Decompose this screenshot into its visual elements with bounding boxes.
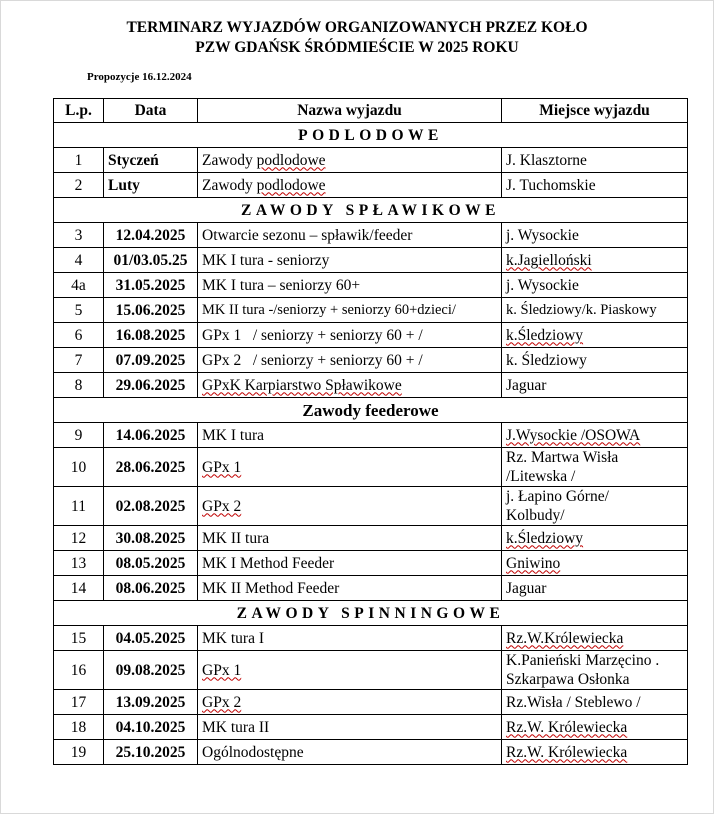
cell-date: 14.06.2025 [104, 423, 198, 448]
cell-date: 04.05.2025 [104, 626, 198, 651]
cell-date: 04.10.2025 [104, 715, 198, 740]
cell-date: Styczeń [104, 148, 198, 173]
cell-date: 16.08.2025 [104, 323, 198, 348]
section-title-ice: PODLODOWE [54, 123, 688, 148]
table-row [54, 526, 688, 551]
cell-place-line: /Litewska / [506, 468, 576, 485]
cell-date: 08.05.2025 [104, 551, 198, 576]
table-row [54, 690, 688, 715]
cell-place: j. Wysockie [502, 223, 688, 248]
cell-name: MK I tura [198, 423, 502, 448]
cell-name-text: GPx 2 [202, 693, 242, 711]
table-row [54, 423, 688, 448]
cell-name: MK II tura -/seniorzy + seniorzy 60+dzieci/ [198, 298, 502, 323]
table-row [54, 348, 688, 373]
cell-lp: 18 [54, 715, 104, 740]
proposal-date: Propozycje 16.12.2024 [87, 71, 192, 83]
header-lp: L.p. [54, 99, 104, 123]
table-header-row [54, 99, 688, 123]
table-row [54, 487, 688, 526]
cell-date: 13.09.2025 [104, 690, 198, 715]
cell-place-line: Szkarpawa Osłonka [506, 671, 630, 688]
cell-place: j. Wysockie [502, 273, 688, 298]
cell-place-line: Rz. Martwa Wisła [506, 449, 619, 466]
cell-place-text: k.Śledziowy [506, 529, 584, 547]
cell-lp: 19 [54, 740, 104, 765]
cell-place-text: k.Śledziowy [506, 326, 584, 344]
table-row [54, 323, 688, 348]
cell-place [502, 526, 688, 551]
cell-name: GPx 2 / seniorzy + seniorzy 60 + / [198, 348, 502, 373]
cell-name [198, 487, 502, 526]
cell-lp: 15 [54, 626, 104, 651]
table-row [54, 626, 688, 651]
table-row [54, 551, 688, 576]
section-row [54, 398, 688, 423]
section-row [54, 198, 688, 223]
section-title-feeder: Zawody feederowe [54, 398, 688, 423]
title-line-1: TERMINARZ WYJAZDÓW ORGANIZOWANYCH PRZEZ KOŁO [126, 19, 588, 36]
cell-place: J. Klasztorne [502, 148, 688, 173]
cell-lp: 12 [54, 526, 104, 551]
cell-place: J. Tuchomskie [502, 173, 688, 198]
cell-name: MK I tura – seniorzy 60+ [198, 273, 502, 298]
cell-lp: 17 [54, 690, 104, 715]
cell-lp: 6 [54, 323, 104, 348]
table-row [54, 651, 688, 690]
schedule-table [53, 98, 688, 765]
cell-name: MK tura I [198, 626, 502, 651]
cell-date: 07.09.2025 [104, 348, 198, 373]
cell-lp: 13 [54, 551, 104, 576]
cell-place [502, 626, 688, 651]
cell-name: Otwarcie sezonu – spławik/feeder [198, 223, 502, 248]
cell-place [502, 551, 688, 576]
table-row [54, 740, 688, 765]
cell-place [502, 323, 688, 348]
cell-place-text: Rz.W.Królewiecka [506, 629, 624, 647]
cell-name-text: GPx 1 [202, 458, 242, 476]
cell-lp: 1 [54, 148, 104, 173]
cell-lp: 2 [54, 173, 104, 198]
document-title [0, 18, 714, 58]
table-row [54, 715, 688, 740]
cell-name: MK I tura - seniorzy [198, 248, 502, 273]
cell-place: Rz.Wisła / Steblewo / [502, 690, 688, 715]
section-title-spinning: ZAWODY SPINNINGOWE [54, 601, 688, 626]
cell-date: 01/03.05.25 [104, 248, 198, 273]
table-row [54, 248, 688, 273]
cell-lp: 10 [54, 448, 104, 487]
header-place: Miejsce wyjazdu [502, 99, 688, 123]
cell-place: Jaguar [502, 576, 688, 601]
cell-date: 09.08.2025 [104, 651, 198, 690]
cell-name: MK II tura [198, 526, 502, 551]
cell-name [198, 651, 502, 690]
cell-lp: 16 [54, 651, 104, 690]
cell-lp: 4a [54, 273, 104, 298]
cell-name: Zawody podlodowe [198, 148, 502, 173]
cell-place [502, 651, 688, 690]
cell-date: 30.08.2025 [104, 526, 198, 551]
cell-name-text: GPxK Karpiarstwo Spławikowe [202, 376, 402, 394]
table-row [54, 448, 688, 487]
cell-lp: 5 [54, 298, 104, 323]
cell-lp: 8 [54, 373, 104, 398]
cell-lp: 4 [54, 248, 104, 273]
table-row [54, 298, 688, 323]
cell-name-text: podlodowe [256, 176, 326, 194]
table-row [54, 223, 688, 248]
cell-name-text: GPx 1 [202, 661, 242, 679]
cell-name: GPx 1 / seniorzy + seniorzy 60 + / [198, 323, 502, 348]
cell-place-line: j. Łapino Górne/ [506, 488, 609, 505]
cell-date: 12.04.2025 [104, 223, 198, 248]
cell-place: k. Śledziowy/k. Piaskowy [502, 298, 688, 323]
cell-place [502, 248, 688, 273]
cell-place-line: K.Panieński Marzęcino . [506, 652, 660, 669]
header-name: Nazwa wyjazdu [198, 99, 502, 123]
cell-date: 08.06.2025 [104, 576, 198, 601]
cell-name [198, 690, 502, 715]
cell-place [502, 423, 688, 448]
cell-lp: 9 [54, 423, 104, 448]
cell-place-text: Gniwino [506, 554, 561, 572]
section-row [54, 601, 688, 626]
table-row [54, 148, 688, 173]
cell-name: MK I Method Feeder [198, 551, 502, 576]
cell-place: k. Śledziowy [502, 348, 688, 373]
cell-name: MK II Method Feeder [198, 576, 502, 601]
cell-name-text: podlodowe [256, 151, 326, 169]
cell-name: MK tura II [198, 715, 502, 740]
cell-place [502, 487, 688, 526]
section-title-float: ZAWODY SPŁAWIKOWE [54, 198, 688, 223]
table-row [54, 576, 688, 601]
cell-date: 28.06.2025 [104, 448, 198, 487]
cell-place [502, 740, 688, 765]
cell-place-text: J.Wysockie /OSOWA [506, 426, 641, 444]
cell-name: Ogólnodostępne [198, 740, 502, 765]
table-row [54, 273, 688, 298]
section-row [54, 123, 688, 148]
cell-name: Zawody podlodowe [198, 173, 502, 198]
cell-date: 15.06.2025 [104, 298, 198, 323]
table-row [54, 173, 688, 198]
cell-name [198, 448, 502, 487]
cell-date: 25.10.2025 [104, 740, 198, 765]
cell-lp: 7 [54, 348, 104, 373]
cell-place [502, 715, 688, 740]
cell-name-text: GPx 2 [202, 497, 242, 515]
title-line-2: PZW GDAŃSK ŚRÓDMIEŚCIE W 2025 ROKU [195, 39, 519, 56]
cell-lp: 11 [54, 487, 104, 526]
table-row [54, 373, 688, 398]
cell-lp: 3 [54, 223, 104, 248]
cell-place-line: Kolbudy/ [506, 507, 565, 524]
cell-place [502, 448, 688, 487]
cell-place-text: Rz.W. Królewiecka [506, 743, 628, 761]
cell-date: Luty [104, 173, 198, 198]
header-date: Data [104, 99, 198, 123]
cell-date: 29.06.2025 [104, 373, 198, 398]
cell-place: Jaguar [502, 373, 688, 398]
cell-place-text: k.Jagielloński [506, 251, 592, 269]
cell-name [198, 373, 502, 398]
cell-date: 02.08.2025 [104, 487, 198, 526]
cell-place-text: Rz.W. Królewiecka [506, 718, 628, 736]
cell-date: 31.05.2025 [104, 273, 198, 298]
cell-lp: 14 [54, 576, 104, 601]
